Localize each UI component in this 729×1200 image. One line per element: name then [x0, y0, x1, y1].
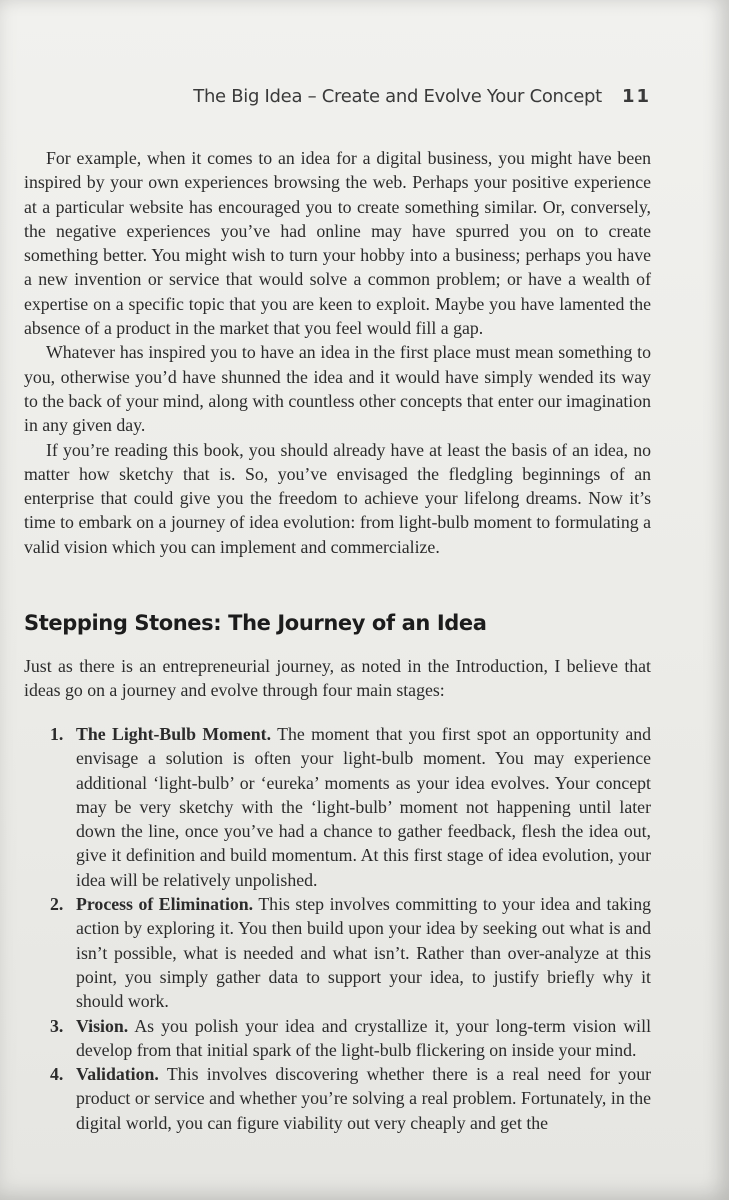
stages-list	[24, 722, 651, 1135]
stage-text: The moment that you first spot an opportunity and envisage a solution is often your light-bulb moment. You may experience additional ‘light-bulb’ or ‘eureka’ moments as your idea evolves. Your concept may be very sketchy with the ‘light-bulb’ moment not happening until later down the line, once you’ve had a chance to gather feedback, flesh the idea out, give it definition and build momentum. At this first stage of idea evolution, your idea will be relatively unpolished.	[76, 724, 651, 890]
stage-term: Process of Elimination.	[76, 894, 254, 915]
body-text	[24, 146, 651, 559]
list-number: 4.	[50, 1064, 64, 1085]
section-intro	[24, 654, 651, 703]
stage-text: This step involves committing to your idea and taking action by exploring it. You then build upon your idea by seeking out what is and isn’t possible, what is needed and what isn’t. Rather than over-analyze at this point, you simply gather data to support your idea, to justify briefly why it should work.	[76, 894, 651, 1012]
running-title: The Big Idea – Create and Evolve Your Concept	[193, 86, 602, 107]
list-number: 2.	[50, 894, 64, 915]
stage-term: Vision.	[76, 1015, 129, 1036]
paragraph: For example, when it comes to an idea for a digital business, you might have been inspired by your own experiences browsing the web. Perhaps your positive experience at a particular website has encouraged you to create something similar. Or, conversely, the negative experiences you’ve had online may have spurred you on to create something better. You might wish to turn your hobby into a business; perhaps you have a new invention or service that would solve a common problem; or have a wealth of expertise on a specific topic that you are keen to exploit. Maybe you have lamented the absence of a product in the market that you feel would fill a gap.	[24, 148, 651, 339]
list-number: 3.	[50, 1015, 64, 1036]
paragraph: Whatever has inspired you to have an idea in the first place must mean something to you, otherwise you’d have shunned the idea and it would have simply wended its way to the back of your mind, along with countless other concepts that enter our imagination in any given day.	[24, 342, 651, 436]
stage-term: Validation.	[76, 1064, 159, 1085]
list-item	[24, 722, 651, 892]
list-item	[24, 892, 651, 1013]
running-header	[193, 86, 651, 107]
stage-term: The Light-Bulb Moment.	[76, 724, 272, 744]
section-heading: Stepping Stones: The Journey of an Idea	[24, 611, 487, 635]
intro-paragraph: Just as there is an entrepreneurial journey, as noted in the Introduction, I believe that ideas go on a journey and evolve through four main stages:	[24, 656, 651, 701]
stage-text: As you polish your idea and crystallize it, your long-term vision will develop from that initial spark of the light-bulb flickering on inside your mind.	[76, 1015, 652, 1060]
page-number: 11	[621, 86, 651, 107]
list-item	[24, 1062, 651, 1135]
list-item	[24, 1014, 651, 1063]
list-number: 1.	[50, 724, 64, 744]
paragraph: If you’re reading this book, you should already have at least the basis of an idea, no matter how sketchy that is. So, you’ve envisaged the fledgling beginnings of an enterprise that could give you the freedom to achieve your lifelong dreams. Now it’s time to embark on a journey of idea evolution: from light-bulb moment to formulating a valid vision which you can implement and commercialize.	[24, 439, 651, 557]
stage-text: This involves discovering whether there is a real need for your product or service and whether you’re solving a real problem. Fortunately, in the digital world, you can figure viability out very cheaply and get the	[76, 1064, 652, 1133]
